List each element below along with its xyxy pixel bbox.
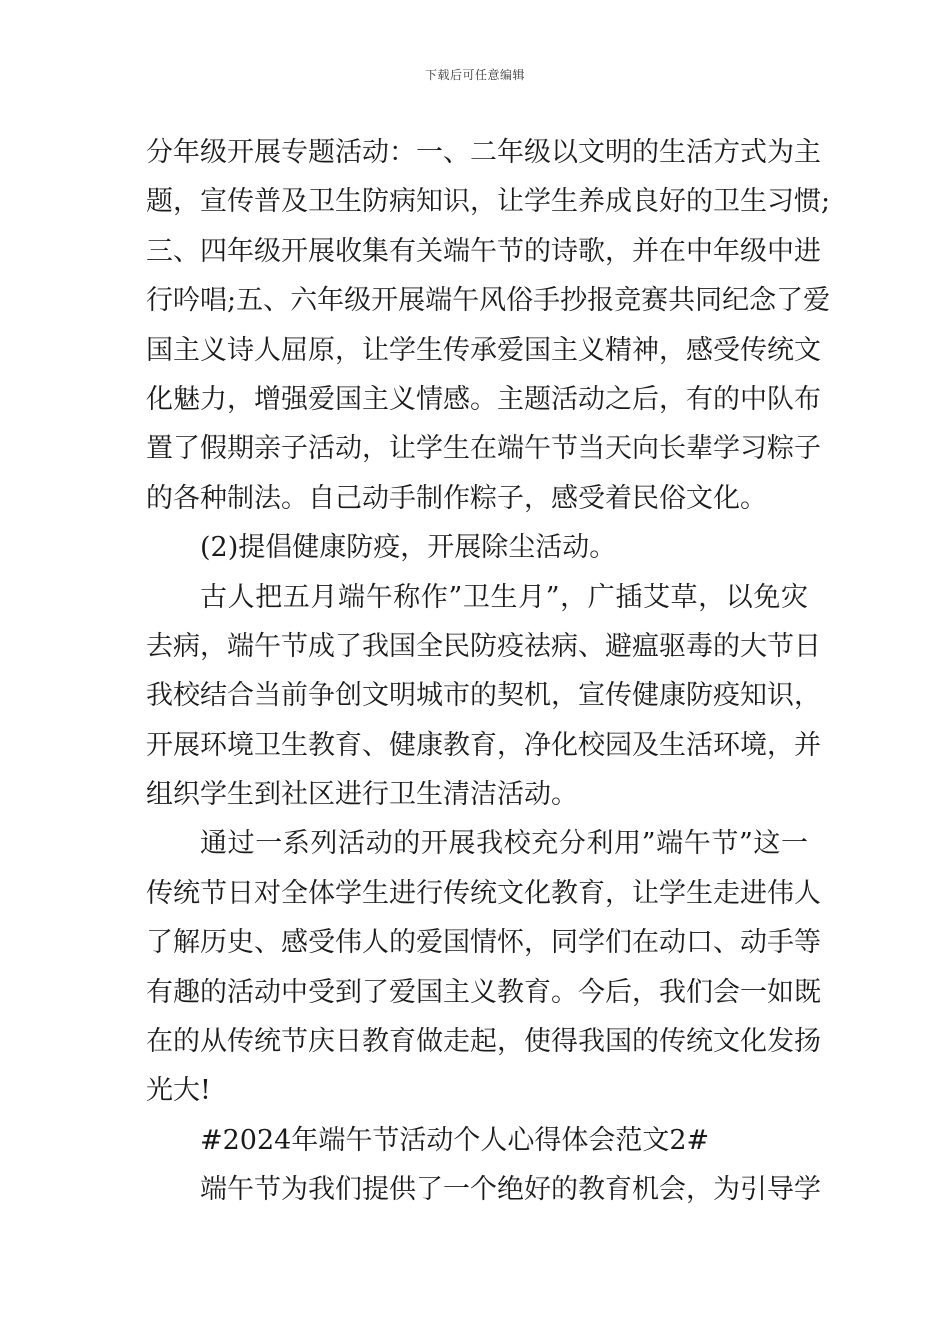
body-line: 的各种制法。自己动手制作粽子，感受着民俗文化。 (146, 482, 767, 514)
body-line: 在的从传统节庆日教育做走起，使得我国的传统文化发扬 (146, 1026, 821, 1058)
body-line: 了解历史、感受伟人的爱国情怀，同学们在动口、动手等 (146, 927, 821, 959)
body-line: 去病，端午节成了我国全民防疫祛病、避瘟驱毒的大节日 (146, 630, 821, 662)
body-line: 有趣的活动中受到了爱国主义教育。今后，我们会一如既 (146, 976, 821, 1008)
body-line: 置了假期亲子活动，让学生在端午节当天向长辈学习粽子 (146, 433, 821, 465)
body-line: 我校结合当前争创文明城市的契机，宣传健康防疫知识， (146, 680, 821, 712)
body-line: 分年级开展专题活动：一、二年级以文明的生活方式为主 (146, 137, 821, 168)
body-line: 通过一系列活动的开展我校充分利用”端午节”这一 (200, 828, 808, 860)
body-line: 三、四年级开展收集有关端午节的诗歌，并在中年级中进 (146, 235, 821, 267)
body-line: 组织学生到社区进行卫生清洁活动。 (146, 779, 578, 811)
body-line: 传统节日对全体学生进行传统文化教育，让学生走进伟人 (146, 877, 821, 909)
body-line: 光大! (146, 1075, 211, 1107)
body-line: 端午节为我们提供了一个绝好的教育机会，为引导学 (200, 1174, 821, 1206)
section-heading: (2)提倡健康防疫，开展除尘活动。 (200, 532, 617, 564)
page-header: 下载后可任意编辑 (424, 68, 525, 82)
article-title: #2024年端午节活动个人心得体会范文2# (200, 1124, 710, 1156)
document-body (146, 128, 831, 1215)
body-line: 化魅力，增强爱国主义情感。主题活动之后，有的中队布 (146, 383, 821, 415)
body-line: 国主义诗人屈原，让学生传承爱国主义精神，感受传统文 (146, 334, 821, 366)
body-line: 题，宣传普及卫生防病知识，让学生养成良好的卫生习惯; (146, 186, 831, 218)
body-line: 古人把五月端午称作”卫生月”，广插艾草，以免灾 (200, 581, 808, 613)
body-line: 行吟唱;五、六年级开展端午风俗手抄报竞赛共同纪念了爱 (146, 285, 831, 317)
body-line: 开展环境卫生教育、健康教育，净化校园及生活环境，并 (146, 729, 821, 761)
